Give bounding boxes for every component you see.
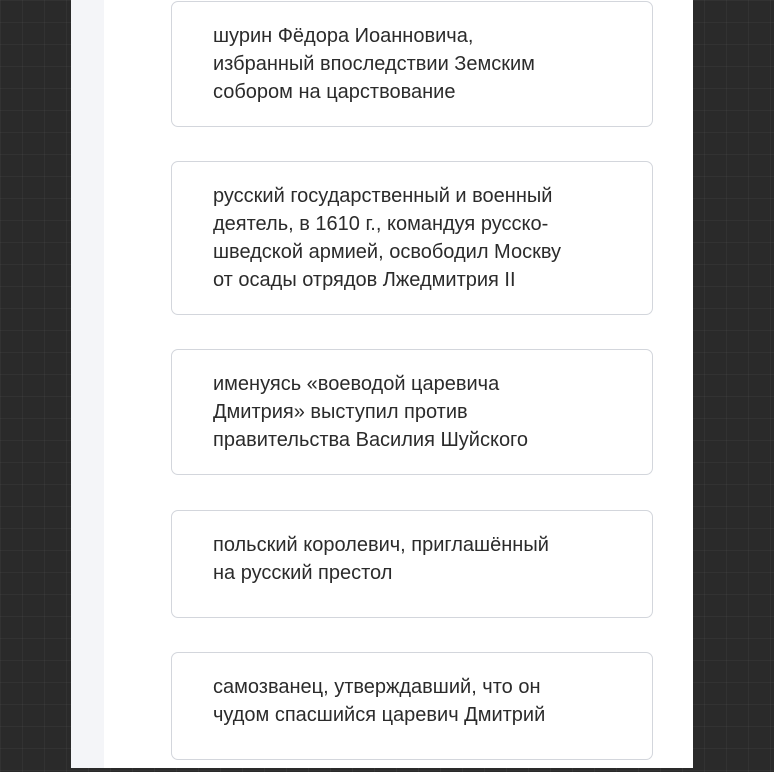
left-margin-strip [71,0,104,768]
card-line: собором на царствование [213,81,456,103]
card-line: деятель, в 1610 г., командуя русско- [213,213,549,235]
card-line: правительства Василия Шуйского [213,429,529,451]
card-line: чудом спасшийся царевич Дмитрий [213,704,546,726]
answer-card-text [213,531,632,587]
card-line: шурин Фёдора Иоанновича, [213,25,474,47]
card-line: Дмитрия» выступил против [213,401,468,423]
card-line: избранный впоследствии Земским [213,53,535,75]
answer-card-2[interactable] [171,161,653,315]
answer-card-text [213,370,632,454]
answer-card-text [213,673,632,729]
answer-card-1[interactable] [171,1,653,127]
answer-card-text [213,22,632,106]
card-line: шведской армией, освободил Москву [213,241,561,263]
answer-card-3[interactable] [171,349,653,475]
answer-card-text [213,182,632,294]
card-line: самозванец, утверждавший, что он [213,676,541,698]
card-line: именуясь «воеводой царевича [213,373,500,395]
answer-card-4[interactable] [171,510,653,618]
answer-card-5[interactable] [171,652,653,760]
card-line: русский государственный и военный [213,185,553,207]
card-line: польский королевич, приглашённый [213,534,549,556]
card-line: на русский престол [213,562,393,584]
card-line: от осады отрядов Лжедмитрия II [213,269,516,291]
question-panel [71,0,693,768]
